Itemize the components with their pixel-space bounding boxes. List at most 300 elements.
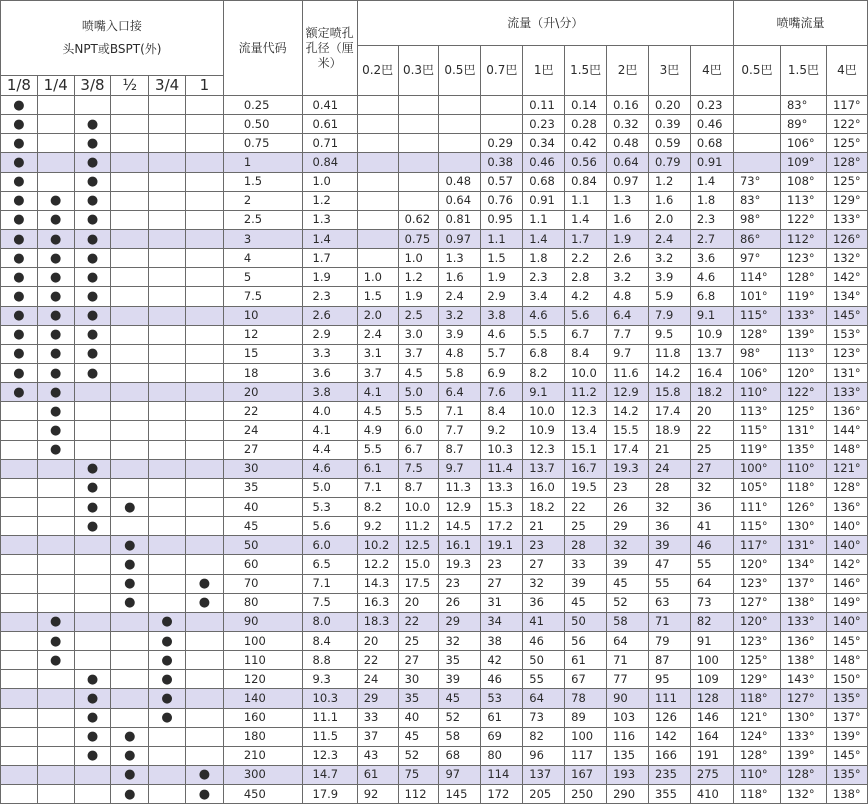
flow-cell xyxy=(439,115,481,134)
flow-cell: 15.3 xyxy=(481,497,523,516)
table-row xyxy=(1,670,868,689)
flow-cell: 114 xyxy=(481,765,523,784)
fitting-dot: ● xyxy=(37,440,74,459)
flow-cell: 145 xyxy=(439,785,481,804)
flow-cell: 15.0 xyxy=(398,555,439,574)
empty-cell xyxy=(111,287,149,306)
spray-angle-cell: 105° xyxy=(733,478,780,497)
empty-cell xyxy=(186,517,224,536)
fitting-dot: ● xyxy=(74,268,111,287)
empty-cell xyxy=(37,459,74,478)
fitting-dot: ● xyxy=(149,708,186,727)
fitting-dot: ● xyxy=(74,153,111,172)
flow-cell: 26 xyxy=(607,497,649,516)
empty-cell xyxy=(186,325,224,344)
fitting-dot: ● xyxy=(1,172,38,191)
inlet-title: 喷嘴入口接 xyxy=(81,19,142,33)
spray-angle-cell: 111° xyxy=(733,497,780,516)
flow-cell: 18.9 xyxy=(648,421,690,440)
table-row xyxy=(1,306,868,325)
orifice-cell: 3.6 xyxy=(302,363,357,382)
flow-cell xyxy=(398,134,439,153)
flow-cell: 0.81 xyxy=(439,210,481,229)
flow-cell: 20 xyxy=(690,402,733,421)
flow-cell: 45 xyxy=(607,574,649,593)
flow-cell: 22 xyxy=(357,651,398,670)
fitting-dot: ● xyxy=(37,363,74,382)
flow-cell: 95 xyxy=(648,670,690,689)
flow-cell: 53 xyxy=(481,689,523,708)
spray-angle-cell: 146° xyxy=(826,574,867,593)
empty-cell xyxy=(37,689,74,708)
fitting-dot: ● xyxy=(37,383,74,402)
flow-cell: 0.34 xyxy=(523,134,565,153)
spray-angle-cell: 128° xyxy=(826,478,867,497)
flow-cell: 52 xyxy=(439,708,481,727)
flow-cell: 3.7 xyxy=(357,363,398,382)
flow-cell: 0.57 xyxy=(481,172,523,191)
fitting-dot: ● xyxy=(74,191,111,210)
flow-cell: 0.46 xyxy=(690,115,733,134)
table-row xyxy=(1,96,868,115)
empty-cell xyxy=(149,517,186,536)
spray-angle-cell: 128° xyxy=(780,268,826,287)
spray-angle-cell: 117° xyxy=(733,536,780,555)
flow-cell: 16.0 xyxy=(523,478,565,497)
flow-cell: 8.2 xyxy=(523,363,565,382)
flow-code-cell: 4 xyxy=(223,249,302,268)
flow-cell: 3.2 xyxy=(607,268,649,287)
flow-cell: 45 xyxy=(398,727,439,746)
spray-angle-cell: 98° xyxy=(733,210,780,229)
empty-cell xyxy=(149,153,186,172)
flow-cell: 23 xyxy=(481,555,523,574)
spray-angle-cell: 143° xyxy=(780,670,826,689)
empty-cell xyxy=(149,96,186,115)
flow-cell: 3.9 xyxy=(648,268,690,287)
empty-cell xyxy=(1,765,38,784)
spray-angle-cell: 100° xyxy=(733,459,780,478)
flow-cell: 0.64 xyxy=(439,191,481,210)
flow-cell: 7.7 xyxy=(439,421,481,440)
flow-cell: 38 xyxy=(481,631,523,650)
flow-cell: 20 xyxy=(398,593,439,612)
flow-cell: 34 xyxy=(481,612,523,631)
empty-cell xyxy=(149,287,186,306)
flow-cell: 14.5 xyxy=(439,517,481,536)
spray-angle-cell: 138° xyxy=(780,593,826,612)
pressure-header: 0.5巴 xyxy=(439,46,481,96)
flow-cell: 0.32 xyxy=(607,115,649,134)
fitting-dot: ● xyxy=(111,574,149,593)
empty-cell xyxy=(111,325,149,344)
empty-cell xyxy=(111,478,149,497)
fitting-dot: ● xyxy=(37,249,74,268)
empty-cell xyxy=(111,612,149,631)
flow-cell: 96 xyxy=(523,746,565,765)
fitting-dot: ● xyxy=(74,497,111,516)
orifice-cell: 2.9 xyxy=(302,325,357,344)
empty-cell xyxy=(111,402,149,421)
flow-cell: 0.48 xyxy=(607,134,649,153)
fitting-dot: ● xyxy=(74,708,111,727)
fitting-dot: ● xyxy=(111,765,149,784)
fitting-dot: ● xyxy=(37,402,74,421)
spray-angle-cell: 134° xyxy=(780,555,826,574)
spray-angle-cell: 135° xyxy=(826,765,867,784)
table-row xyxy=(1,287,868,306)
fitting-dot: ● xyxy=(37,287,74,306)
table-row xyxy=(1,210,868,229)
fitting-dot: ● xyxy=(74,115,111,134)
inlet-header xyxy=(1,1,224,76)
flow-cell: 1.1 xyxy=(523,210,565,229)
flow-cell: 250 xyxy=(565,785,607,804)
flow-cell: 7.6 xyxy=(481,383,523,402)
size-header: 3/8 xyxy=(74,76,111,96)
flow-cell xyxy=(357,134,398,153)
flow-cell: 36 xyxy=(523,593,565,612)
empty-cell xyxy=(111,134,149,153)
flow-cell: 67 xyxy=(565,670,607,689)
empty-cell xyxy=(111,440,149,459)
empty-cell xyxy=(37,727,74,746)
flow-cell: 26 xyxy=(439,593,481,612)
flow-cell: 2.0 xyxy=(357,306,398,325)
spray-angle-cell: 131° xyxy=(826,363,867,382)
spray-angle-cell: 140° xyxy=(826,536,867,555)
empty-cell xyxy=(37,746,74,765)
empty-cell xyxy=(111,459,149,478)
flow-cell: 97 xyxy=(439,765,481,784)
flow-cell: 25 xyxy=(398,631,439,650)
empty-cell xyxy=(1,689,38,708)
empty-cell xyxy=(149,115,186,134)
empty-cell xyxy=(1,785,38,804)
empty-cell xyxy=(111,651,149,670)
spray-angle-cell: 125° xyxy=(826,134,867,153)
flow-cell: 25 xyxy=(565,517,607,536)
empty-cell xyxy=(186,287,224,306)
flow-cell: 0.91 xyxy=(690,153,733,172)
flow-cell: 35 xyxy=(439,651,481,670)
flow-cell: 14.3 xyxy=(357,574,398,593)
empty-cell xyxy=(186,497,224,516)
empty-cell xyxy=(37,172,74,191)
flow-cell: 1.3 xyxy=(439,249,481,268)
empty-cell xyxy=(74,383,111,402)
flow-code-header: 流量代码 xyxy=(223,1,302,96)
flow-cell: 10.9 xyxy=(523,421,565,440)
empty-cell xyxy=(149,172,186,191)
spray-angle-cell: 117° xyxy=(826,96,867,115)
flow-cell: 30 xyxy=(398,670,439,689)
fitting-dot: ● xyxy=(149,670,186,689)
flow-cell: 103 xyxy=(607,708,649,727)
flow-cell: 2.3 xyxy=(523,268,565,287)
flow-cell: 63 xyxy=(648,593,690,612)
empty-cell xyxy=(186,689,224,708)
table-row xyxy=(1,536,868,555)
spray-angle-cell: 120° xyxy=(733,612,780,631)
table-row xyxy=(1,440,868,459)
flow-cell: 52 xyxy=(607,593,649,612)
flow-cell: 0.91 xyxy=(523,191,565,210)
pressure-header: 4巴 xyxy=(690,46,733,96)
spray-angle-cell: 115° xyxy=(733,421,780,440)
flow-cell: 23 xyxy=(607,478,649,497)
flow-cell xyxy=(357,191,398,210)
flow-cell xyxy=(357,210,398,229)
empty-cell xyxy=(111,383,149,402)
fitting-dot: ● xyxy=(149,631,186,650)
spray-angle-cell: 123° xyxy=(733,574,780,593)
flow-cell: 39 xyxy=(607,555,649,574)
flow-cell: 6.0 xyxy=(398,421,439,440)
flow-cell: 0.46 xyxy=(523,153,565,172)
spray-angle-cell: 131° xyxy=(780,421,826,440)
flow-cell: 73 xyxy=(690,593,733,612)
flow-cell: 55 xyxy=(523,670,565,689)
spray-angle-cell: 120° xyxy=(733,555,780,574)
spray-angle-cell: 142° xyxy=(826,268,867,287)
spray-angle-cell: 125° xyxy=(826,172,867,191)
empty-cell xyxy=(149,402,186,421)
empty-cell xyxy=(111,191,149,210)
table-row xyxy=(1,134,868,153)
table-row xyxy=(1,631,868,650)
flow-code-cell: 7.5 xyxy=(223,287,302,306)
spray-angle-cell: 106° xyxy=(733,363,780,382)
spray-angle-cell: 118° xyxy=(733,689,780,708)
flow-code-cell: 450 xyxy=(223,785,302,804)
empty-cell xyxy=(1,478,38,497)
flow-cell: 24 xyxy=(648,459,690,478)
flow-cell: 0.97 xyxy=(607,172,649,191)
flow-cell: 58 xyxy=(439,727,481,746)
empty-cell xyxy=(1,517,38,536)
spray-angle-cell: 101° xyxy=(733,287,780,306)
flow-cell: 82 xyxy=(690,612,733,631)
spray-angle-cell: 125° xyxy=(780,402,826,421)
orifice-cell: 1.4 xyxy=(302,229,357,248)
spray-angle-cell: 108° xyxy=(780,172,826,191)
flow-cell: 40 xyxy=(398,708,439,727)
flow-cell: 64 xyxy=(690,574,733,593)
flow-cell: 7.1 xyxy=(357,478,398,497)
flow-cell: 20 xyxy=(357,631,398,650)
flow-cell: 4.1 xyxy=(357,383,398,402)
flow-cell: 75 xyxy=(398,765,439,784)
flow-code-cell: 15 xyxy=(223,344,302,363)
flow-cell: 22 xyxy=(565,497,607,516)
spray-angle-cell: 109° xyxy=(780,153,826,172)
spray-angle-cell: 135° xyxy=(780,440,826,459)
pressure-header: 3巴 xyxy=(648,46,690,96)
flow-cell: 1.6 xyxy=(607,210,649,229)
flow-cell: 9.2 xyxy=(481,421,523,440)
flow-cell: 11.3 xyxy=(439,478,481,497)
flow-cell: 71 xyxy=(648,612,690,631)
flow-cell: 45 xyxy=(565,593,607,612)
flow-cell: 5.6 xyxy=(565,306,607,325)
spray-angle-cell: 113° xyxy=(733,402,780,421)
flow-cell: 17.5 xyxy=(398,574,439,593)
flow-cell: 2.4 xyxy=(648,229,690,248)
empty-cell xyxy=(149,191,186,210)
empty-cell xyxy=(111,306,149,325)
orifice-cell: 17.9 xyxy=(302,785,357,804)
flow-cell: 16.7 xyxy=(565,459,607,478)
flow-cell: 61 xyxy=(357,765,398,784)
empty-cell xyxy=(111,115,149,134)
flow-code-cell: 45 xyxy=(223,517,302,536)
flow-code-cell: 60 xyxy=(223,555,302,574)
flow-cell: 11.6 xyxy=(607,363,649,382)
fitting-dot: ● xyxy=(1,268,38,287)
flow-cell: 79 xyxy=(648,631,690,650)
spray-angle-cell: 110° xyxy=(733,383,780,402)
flow-cell: 46 xyxy=(523,631,565,650)
flow-code-cell: 35 xyxy=(223,478,302,497)
flow-cell: 0.23 xyxy=(690,96,733,115)
spray-angle-cell: 128° xyxy=(780,765,826,784)
flow-cell xyxy=(481,115,523,134)
spray-angle-cell: 149° xyxy=(826,593,867,612)
flow-cell: 0.68 xyxy=(523,172,565,191)
flow-cell: 4.9 xyxy=(357,421,398,440)
flow-cell: 2.4 xyxy=(357,325,398,344)
flow-cell: 73 xyxy=(523,708,565,727)
spray-angle-cell: 133° xyxy=(780,612,826,631)
empty-cell xyxy=(1,497,38,516)
empty-cell xyxy=(1,651,38,670)
spray-angle-cell: 118° xyxy=(733,785,780,804)
flow-cell: 68 xyxy=(439,746,481,765)
flow-cell: 17.4 xyxy=(648,402,690,421)
flow-cell: 1.5 xyxy=(481,249,523,268)
orifice-cell: 3.3 xyxy=(302,344,357,363)
flow-cell: 142 xyxy=(648,727,690,746)
orifice-cell: 1.2 xyxy=(302,191,357,210)
flow-cell xyxy=(439,134,481,153)
empty-cell xyxy=(186,210,224,229)
fitting-dot: ● xyxy=(1,134,38,153)
flow-cell: 55 xyxy=(690,555,733,574)
flow-cell: 126 xyxy=(648,708,690,727)
flow-cell: 2.2 xyxy=(565,249,607,268)
empty-cell xyxy=(74,785,111,804)
table-row xyxy=(1,402,868,421)
table-row xyxy=(1,115,868,134)
orifice-cell: 1.7 xyxy=(302,249,357,268)
empty-cell xyxy=(149,555,186,574)
flow-cell: 3.8 xyxy=(481,306,523,325)
spray-angle-cell: 113° xyxy=(780,191,826,210)
spray-angle-cell: 126° xyxy=(780,497,826,516)
fitting-dot: ● xyxy=(1,287,38,306)
flow-cell: 12.3 xyxy=(565,402,607,421)
spray-angle-cell: 115° xyxy=(733,306,780,325)
flow-cell: 1.9 xyxy=(481,268,523,287)
spray-angle-cell: 123° xyxy=(780,249,826,268)
spray-angle-cell: 125° xyxy=(733,651,780,670)
spray-angle-cell: 131° xyxy=(780,536,826,555)
flow-cell: 128 xyxy=(690,689,733,708)
flow-cell: 117 xyxy=(565,746,607,765)
flow-cell: 50 xyxy=(565,612,607,631)
flow-cell: 10.9 xyxy=(690,325,733,344)
orifice-cell: 0.71 xyxy=(302,134,357,153)
spray-angle-cell: 118° xyxy=(780,478,826,497)
spray-angle-cell: 139° xyxy=(780,325,826,344)
orifice-cell: 2.3 xyxy=(302,287,357,306)
spray-angle-cell: 139° xyxy=(780,746,826,765)
size-header: 1/4 xyxy=(37,76,74,96)
flow-cell: 35 xyxy=(398,689,439,708)
flow-cell: 12.2 xyxy=(357,555,398,574)
flow-cell: 43 xyxy=(357,746,398,765)
flow-cell: 5.9 xyxy=(648,287,690,306)
spray-angle-cell: 83° xyxy=(733,191,780,210)
fitting-dot: ● xyxy=(74,210,111,229)
empty-cell xyxy=(1,459,38,478)
empty-cell xyxy=(37,134,74,153)
flow-cell: 52 xyxy=(398,746,439,765)
spray-angle-cell: 133° xyxy=(780,727,826,746)
flow-code-cell: 80 xyxy=(223,593,302,612)
empty-cell xyxy=(1,612,38,631)
flow-cell: 10.2 xyxy=(357,536,398,555)
spray-angle-cell: 132° xyxy=(826,249,867,268)
angle-pressure-header: 1.5巴 xyxy=(780,46,826,96)
fitting-dot: ● xyxy=(186,765,224,784)
pressure-header: 0.7巴 xyxy=(481,46,523,96)
pressure-header: 0.3巴 xyxy=(398,46,439,96)
flow-cell: 3.0 xyxy=(398,325,439,344)
flow-code-cell: 100 xyxy=(223,631,302,650)
orifice-cell: 9.3 xyxy=(302,670,357,689)
flow-cell: 0.42 xyxy=(565,134,607,153)
flow-cell: 6.7 xyxy=(565,325,607,344)
table-row xyxy=(1,574,868,593)
fitting-dot: ● xyxy=(74,689,111,708)
flow-group-header: 流量（升\分） xyxy=(357,1,733,46)
fitting-dot: ● xyxy=(74,134,111,153)
flow-cell: 39 xyxy=(439,670,481,689)
fitting-dot: ● xyxy=(1,383,38,402)
empty-cell xyxy=(74,402,111,421)
flow-cell: 31 xyxy=(481,593,523,612)
pressure-header: 1巴 xyxy=(523,46,565,96)
empty-cell xyxy=(186,612,224,631)
spray-angle-cell: 130° xyxy=(780,708,826,727)
flow-cell: 1.0 xyxy=(357,268,398,287)
flow-cell: 9.5 xyxy=(648,325,690,344)
empty-cell xyxy=(186,536,224,555)
flow-cell: 0.14 xyxy=(565,96,607,115)
flow-cell: 0.38 xyxy=(481,153,523,172)
empty-cell xyxy=(111,363,149,382)
fitting-dot: ● xyxy=(111,746,149,765)
table-row xyxy=(1,497,868,516)
empty-cell xyxy=(186,229,224,248)
flow-cell xyxy=(357,153,398,172)
flow-cell: 13.4 xyxy=(565,421,607,440)
flow-cell: 33 xyxy=(565,555,607,574)
flow-cell: 0.20 xyxy=(648,96,690,115)
spray-angle-cell: 89° xyxy=(780,115,826,134)
